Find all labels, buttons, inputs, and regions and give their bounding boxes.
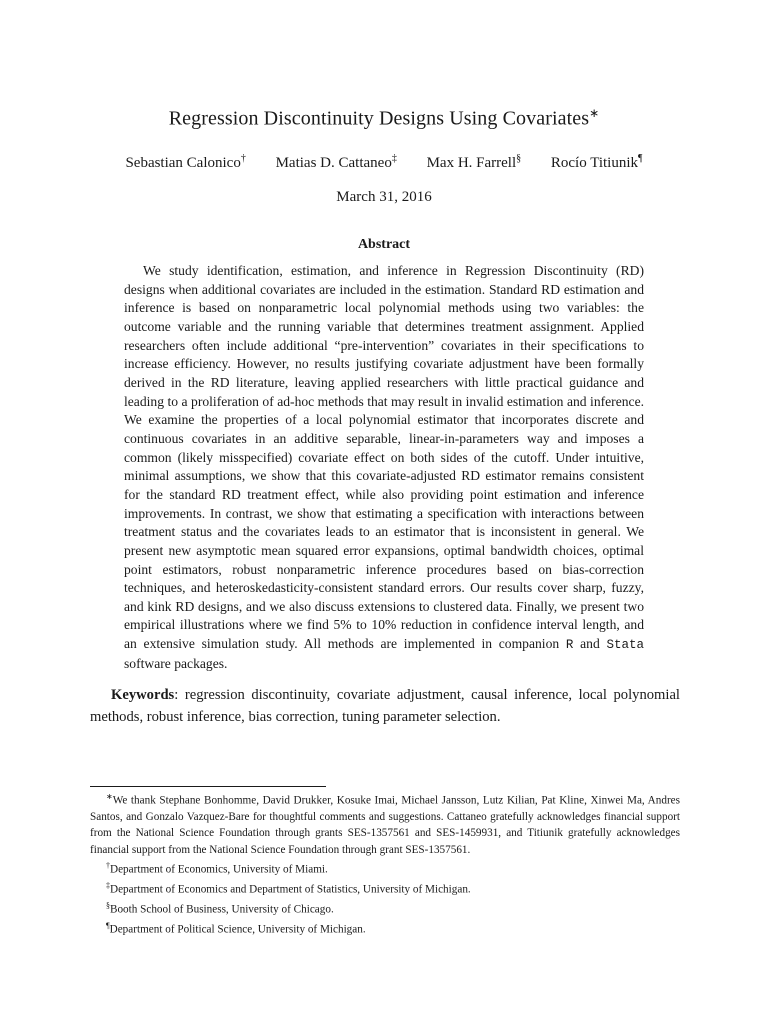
footnote-mark: †	[106, 860, 110, 870]
author-footnote-mark: §	[516, 153, 522, 164]
abstract-body	[124, 262, 644, 673]
author-name: Sebastian Calonico	[125, 155, 241, 171]
title-footnote-mark: ∗	[589, 106, 600, 120]
software-name-r: R	[565, 638, 574, 653]
abstract-text: We study identification, estimation, and inference in Regression Discontinuity (RD) designs when additional covariates are included in the estimation. Standard RD estimation and inference is based on nonparametric local polynomial methods using two variables: the outcome variable and the running variable that determines treatment assignment. Applied researchers often include additional “pre-intervention” covariates in their specifications to increase efficiency. However, no results justifying covariate adjustment have been formally derived in the RD literature, leaving applied researchers with little practical guidance and leading to a proliferation of ad-hoc methods that may result in invalid estimation and inference. We examine the properties of a local polynomial estimator that incorporates discrete and continuous covariates in an additive separable, linear-in-parameters way and imposes a common (likely misspecified) covariate effect on both sides of the cutoff. Under intuitive, minimal assumptions, we show that this covariate-adjusted RD estimator remains consistent for the standard RD treatment effect, while also providing point estimation and inference improvements. In contrast, we show that estimating a specification with interactions between treatment status and the covariates leads to an estimator that is inconsistent in general. We present new asymptotic mean squared error expansions, optimal bandwidth choices, optimal point estimators, robust nonparametric inference procedures based on bias-correction techniques, and heteroskedasticity-consistent standard errors. Our results cover sharp, fuzzy, and kink RD designs, and we also discuss extensions to clustered data. Finally, we present two empirical illustrations where we find 5% to 10% reduction in confidence interval length, and an extensive simulation study. All methods are implemented in companion	[124, 263, 644, 652]
author-name: Matias D. Cattaneo	[275, 155, 392, 171]
footnote-text: Booth School of Business, University of Chicago.	[110, 903, 334, 916]
footnote-affiliation	[90, 918, 680, 938]
author-footnote-mark: †	[240, 153, 246, 164]
footnote-text: Department of Economics and Department of Statistics, University of Michigan.	[110, 883, 471, 896]
paper-title	[0, 106, 768, 131]
footnote-mark: ¶	[106, 921, 110, 931]
footnote-affiliation	[90, 878, 680, 898]
title-text: Regression Discontinuity Designs Using Covariates	[168, 107, 590, 130]
footnote-acknowledgements	[90, 789, 680, 858]
author-footnote-mark: ¶	[638, 153, 643, 164]
author	[125, 153, 245, 172]
keywords	[90, 685, 680, 728]
footnote-text: Department of Political Science, University of Michigan.	[109, 923, 366, 936]
footnote-mark: ‡	[106, 880, 110, 890]
footnotes	[90, 789, 680, 938]
author	[427, 153, 522, 172]
footnote-text: Department of Economics, University of Miami.	[110, 863, 328, 876]
footnote-mark: §	[106, 900, 110, 910]
author	[551, 153, 643, 172]
footnote-affiliation	[90, 858, 680, 878]
author-list	[0, 153, 768, 172]
abstract-text-connector: and	[573, 636, 607, 652]
abstract-text-end: software packages.	[124, 655, 228, 671]
author-name: Max H. Farrell	[426, 155, 517, 171]
software-name-stata: Stata	[606, 638, 644, 653]
author-footnote-mark: ‡	[391, 153, 397, 164]
author	[276, 153, 397, 172]
footnote-mark: ∗	[106, 792, 113, 801]
paper-date: March 31, 2016	[336, 189, 432, 205]
keywords-text: : regression discontinuity, covariate adjustment, causal inference, local polynomial methods, robust inference, bias correction, tuning parameter selection.	[90, 687, 680, 725]
footnote-divider	[90, 786, 326, 787]
author-name: Rocío Titiunik	[550, 155, 639, 171]
footnote-text: We thank Stephane Bonhomme, David Drukker, Kosuke Imai, Michael Jansson, Lutz Kilian, Pat Kline, Xinwei Ma, Andres Santos, and Gonzalo Vazquez-Bare for thoughtful comments and suggestions. Cattaneo gratefully acknowledges financial support from the National Science Foundation through grants SES-1357561 and SES-1459931, and Titiunik gratefully acknowledges financial support from the National Science Foundation through grant SES-1357561.	[90, 794, 680, 856]
abstract-heading: Abstract	[357, 237, 411, 252]
keywords-label: Keywords	[111, 687, 175, 703]
footnote-affiliation	[90, 898, 680, 918]
